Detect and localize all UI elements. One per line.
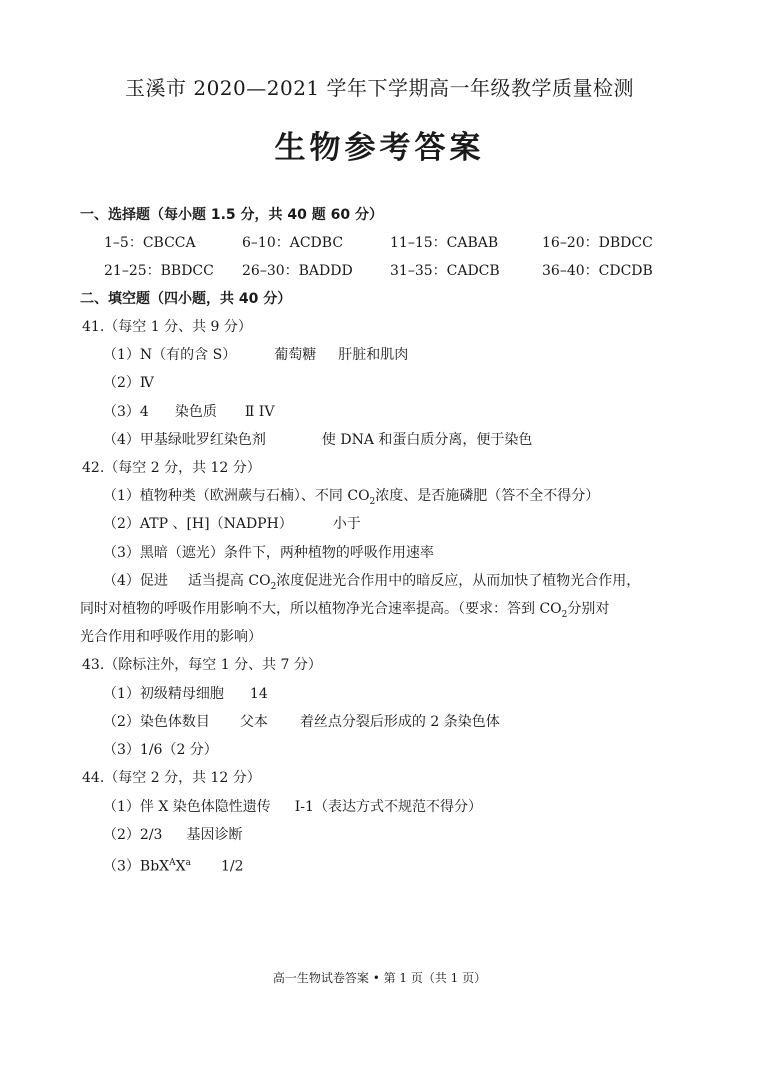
q42-answer-3: （3）黑暗（遮光）条件下，两种植物的呼吸作用速率 bbox=[103, 545, 434, 561]
q43-answer-2: （2）染色体数目 父本 着丝点分裂后形成的 2 条染色体 bbox=[103, 714, 500, 730]
page-footer: 高一生物试卷答案 • 第 1 页（共 1 页） bbox=[272, 971, 487, 985]
q41-answer-4: （4）甲基绿吡罗红染色剂 使 DNA 和蛋白质分离，便于染色 bbox=[103, 432, 533, 448]
answer-group: 36–40：CDCDB bbox=[542, 263, 653, 279]
answer-group: 21–25：BBDCC bbox=[104, 263, 214, 279]
question-44-header: 44.（每空 2 分，共 12 分） bbox=[82, 770, 261, 786]
q44-answer-1: （1）伴 X 染色体隐性遗传 Ⅰ-1（表达方式不规范不得分） bbox=[103, 799, 482, 815]
q43-answer-3: （3）1/6（2 分） bbox=[103, 742, 218, 758]
question-42-header: 42.（每空 2 分，共 12 分） bbox=[82, 460, 261, 476]
answer-group: 16–20：DBDCC bbox=[542, 235, 653, 251]
q44-answer-3: $(3)BbX^AX^a$ 1/2 bbox=[103, 858, 244, 875]
q41-answer-3: （3）4 染色质 Ⅱ IV bbox=[103, 404, 275, 420]
answer-group: 6–10：ACDBC bbox=[242, 235, 344, 251]
exam-title: 玉溪市 2020—2021 学年下学期高一年级教学质量检测 bbox=[124, 76, 634, 100]
answer-group: 1–5：CBCCA bbox=[104, 235, 196, 251]
page-title: 生物参考答案 bbox=[274, 130, 485, 166]
q44-answer-2: （2）2/3 基因诊断 bbox=[103, 827, 243, 843]
q41-answer-2: （2）Ⅳ bbox=[103, 375, 154, 391]
q43-answer-1: （1）初级精母细胞 14 bbox=[103, 686, 268, 702]
q42-answer-4: （4）促进 适当提高 $CO_2$浓度促进光合作用中的暗反应，从而加快了植物光合作用， bbox=[103, 573, 641, 592]
q41-answer-1: （1）N（有的含 S） 葡萄糖 肝脏和肌肉 bbox=[103, 347, 409, 363]
section-heading-choice: 一、选择题（每小题 1.5 分，共 40 题 60 分） bbox=[80, 207, 384, 223]
answer-group: 31–35：CADCB bbox=[390, 263, 500, 279]
q42-answer-2: （2）ATP 、[H]（NADPH） 小于 bbox=[103, 516, 361, 532]
answer-group: 26–30：BADDD bbox=[242, 263, 353, 279]
question-43-header: 43.（除标注外，每空 1 分、共 7 分） bbox=[82, 657, 322, 673]
q42-answer-1: （1）植物种类（欧洲蕨与石楠）、不同 $CO_2$浓度、是否施磷肥（答不全不得分） bbox=[103, 488, 600, 507]
section-heading-fill: 二、填空题（四小题，共 40 分） bbox=[80, 291, 292, 307]
q42-answer-4-end: 光合作用和呼吸作用的影响） bbox=[80, 629, 262, 645]
answer-group: 11–15：CABAB bbox=[390, 235, 499, 251]
question-41-header: 41.（每空 1 分、共 9 分） bbox=[82, 319, 252, 335]
q42-answer-4-cont: 同时对植物的呼吸作用影响不大，所以植物净光合速率提高。（要求：答到 $CO_2$分别对 bbox=[80, 601, 610, 620]
